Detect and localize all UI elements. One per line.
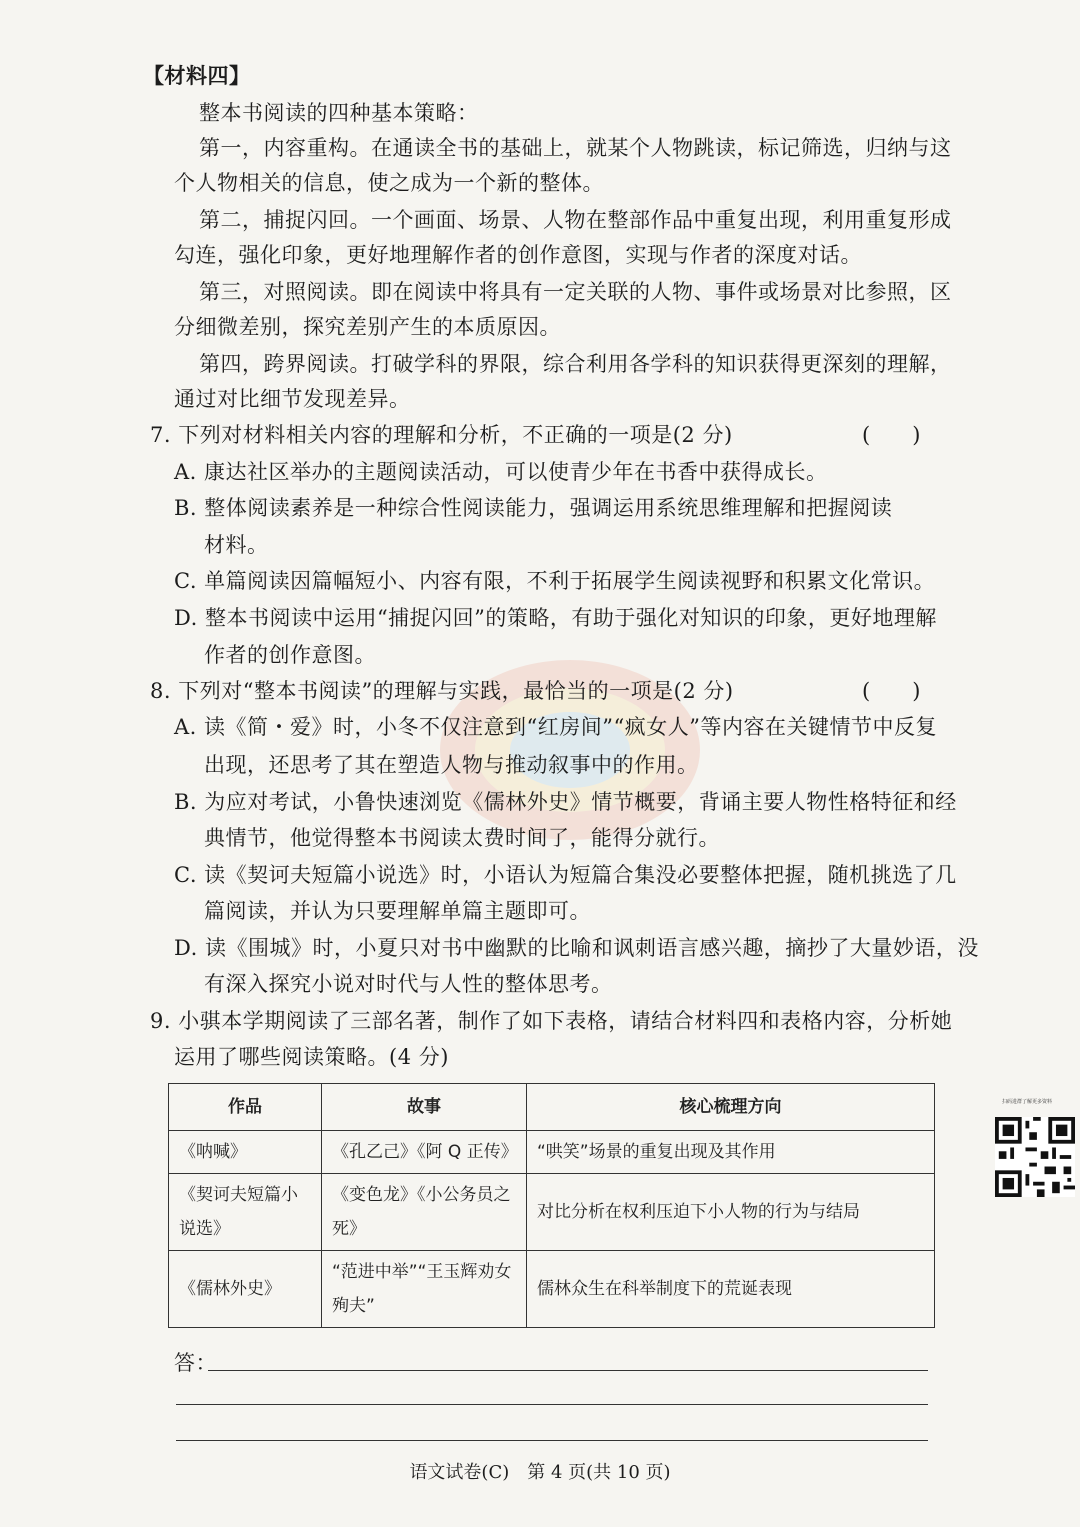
table-header-row [169, 1084, 935, 1131]
q8-option-a-cont: 出现，还思考了其在塑造人物与推动叙事中的作用。 [204, 753, 699, 777]
material-line: 第三，对照阅读。即在阅读中将具有一定关联的人物、事件或场景对比参照，区 [199, 280, 952, 304]
q9-stem: 9. 小骐本学期阅读了三部名著，制作了如下表格，请结合材料四和表格内容，分析她 [150, 1009, 953, 1033]
table-header: 故事 [322, 1084, 527, 1131]
table-cell: “范进中举”“王玉辉劝女殉夫” [322, 1251, 527, 1328]
material-line: 分细微差别，探究差别产生的本质原因。 [174, 315, 561, 339]
q8-option-b: B. 为应对考试，小鲁快速浏览《儒林外史》情节概要，背诵主要人物性格特征和经 [174, 790, 957, 814]
material-line: 第一，内容重构。在通读全书的基础上，就某个人物跳读，标记筛选，归纳与这 [199, 136, 952, 160]
page-footer: 语文试卷(C) 第 4 页(共 10 页) [409, 1462, 671, 1483]
table-cell: 《儒林外史》 [169, 1251, 322, 1328]
q9-stem-cont: 运用了哪些阅读策略。(4 分) [174, 1045, 449, 1069]
table-cell: 《变色龙》《小公务员之死》 [322, 1174, 527, 1251]
q7-option-c: C. 单篇阅读因篇幅短小、内容有限，不利于拓展学生阅读视野和积累文化常识。 [174, 569, 936, 593]
answer-label: 答： [174, 1351, 217, 1375]
q7-option-b: B. 整体阅读素养是一种综合性阅读能力，强调运用系统思维理解和把握阅读 [174, 496, 893, 520]
qr-code-icon [995, 1105, 1075, 1195]
table-header: 作品 [169, 1084, 322, 1131]
q8-option-c-cont: 篇阅读，并认为只要理解单篇主题即可。 [204, 899, 591, 923]
table-cell: 《契诃夫短篇小说选》 [169, 1174, 322, 1251]
table-row [169, 1174, 935, 1251]
answer-line[interactable] [176, 1404, 928, 1405]
material-intro: 整本书阅读的四种基本策略： [199, 101, 479, 125]
q8-option-d: D. 读《围城》时，小夏只对书中幽默的比喻和讽刺语言感兴趣，摘抄了大量妙语，没 [174, 936, 979, 960]
material-line: 勾连，强化印象，更好地理解作者的创作意图，实现与作者的深度对话。 [174, 243, 862, 267]
answer-line[interactable] [208, 1370, 928, 1371]
q7-answer-bracket[interactable]: ( ) [862, 423, 921, 447]
table-header: 核心梳理方向 [527, 1084, 935, 1131]
table-cell: 《孔乙己》《阿 Q 正传》 [322, 1131, 527, 1174]
q7-option-d: D. 整本书阅读中运用“捕捉闪回”的策略，有助于强化对知识的印象，更好地理解 [174, 606, 937, 630]
q8-stem: 8. 下列对“整本书阅读”的理解与实践，最恰当的一项是(2 分) [150, 679, 734, 703]
qr-caption: 扫码进群了解更多资料 [1002, 1099, 1053, 1105]
table-cell: 儒林众生在科举制度下的荒诞表现 [527, 1251, 935, 1328]
q8-option-d-cont: 有深入探究小说对时代与人性的整体思考。 [204, 972, 613, 996]
table-cell: “哄笑”场景的重复出现及其作用 [527, 1131, 935, 1174]
answer-line[interactable] [176, 1440, 928, 1441]
q7-option-a: A. 康达社区举办的主题阅读活动，可以使青少年在书香中获得成长。 [174, 460, 828, 484]
q7-option-d-cont: 作者的创作意图。 [204, 643, 376, 667]
material-heading: 【材料四】 [143, 63, 251, 88]
q7-stem: 7. 下列对材料相关内容的理解和分析，不正确的一项是(2 分) [150, 423, 733, 447]
q8-answer-bracket[interactable]: ( ) [862, 679, 921, 703]
table-row [169, 1251, 935, 1328]
table-cell: 对比分析在权利压迫下小人物的行为与结局 [527, 1174, 935, 1251]
q8-option-c: C. 读《契诃夫短篇小说选》时，小语认为短篇合集没必要整体把握，随机挑选了几 [174, 863, 957, 887]
q8-option-b-cont: 典情节，他觉得整本书阅读太费时间了，能得分就行。 [204, 826, 720, 850]
table-cell: 《呐喊》 [169, 1131, 322, 1174]
material-line: 第二，捕捉闪回。一个画面、场景、人物在整部作品中重复出现，利用重复形成 [199, 208, 952, 232]
q7-option-b-cont: 材料。 [204, 533, 269, 557]
material-line: 通过对比细节发现差异。 [174, 387, 411, 411]
table-row [169, 1131, 935, 1174]
material-line: 个人物相关的信息，使之成为一个新的整体。 [174, 171, 604, 195]
reading-table [168, 1083, 935, 1328]
q8-option-a: A. 读《简・爱》时，小冬不仅注意到“红房间”“疯女人”等内容在关键情节中反复 [174, 715, 937, 739]
material-line: 第四，跨界阅读。打破学科的界限，综合利用各学科的知识获得更深刻的理解， [199, 352, 952, 376]
